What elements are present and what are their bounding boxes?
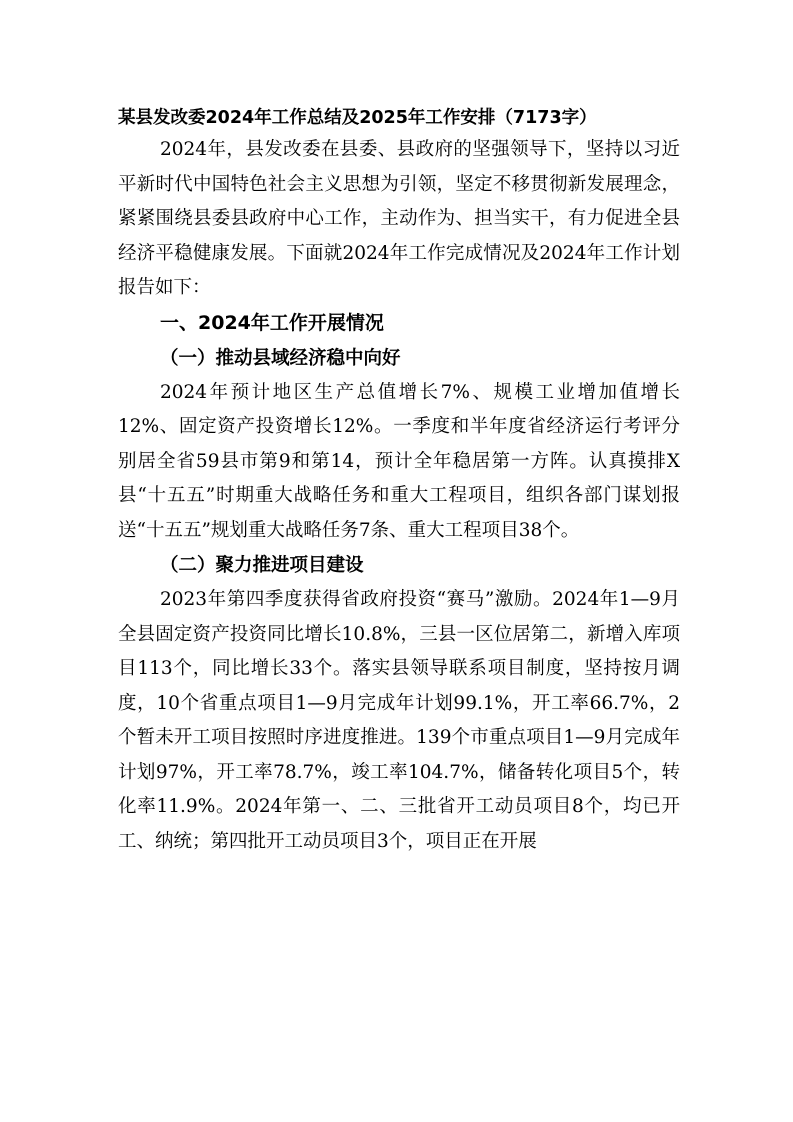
subsection-heading-1: （一）推动县域经济稳中向好 <box>160 347 401 369</box>
section-heading-1: 一、2024年工作开展情况 <box>160 311 384 334</box>
document-title: 某县发改委2024年工作总结及2025年工作安排（7173字） <box>118 108 597 128</box>
subsection-heading-2: （二）聚力推进项目建设 <box>160 555 364 576</box>
document-page <box>118 103 680 859</box>
intro-paragraph: 2024年，县发改委在县委、县政府的坚强领导下，坚持以习近平新时代中国特色社会主义思想为引领，坚定不移贯彻新发展理念，紧紧围绕县委县政府中心工作，主动作为、担当实干，有力促进全县经济平稳健康发展。下面就2024年工作完成情况及2024年工作计划报告如下： <box>118 139 680 298</box>
subsection-2-paragraph: 2023年第四季度获得省政府投资“赛马”激励。2024年1—9月全县固定资产投资同比增长10.8%，三县一区位居第二，新增入库项目113个，同比增长33个。落实县领导联系项目制度，坚持按月调度，10个省重点项目1—9月完成年计划99.1%，开工率66.7%，2个暂未开工项目按照时序进度推进。139个市重点项目1—9月完成年计划97%，开工率78.7%，竣工率104.7%，储备转化项目5个，转化率11.9%。2024年第一、二、三批省开工动员项目8个，均已开工、纳统；第四批开工动员项目3个，项目正在开展 <box>118 589 680 852</box>
subsection-1-paragraph: 2024年预计地区生产总值增长7%、规模工业增加值增长12%、固定资产投资增长12%。一季度和半年度省经济运行考评分别居全省59县市第9和第14，预计全年稳居第一方阵。认真摸排X县“十五五”时期重大战略任务和重大工程项目，组织各部门谋划报送“十五五”规划重大战略任务7条、重大工程项目38个。 <box>118 381 680 541</box>
